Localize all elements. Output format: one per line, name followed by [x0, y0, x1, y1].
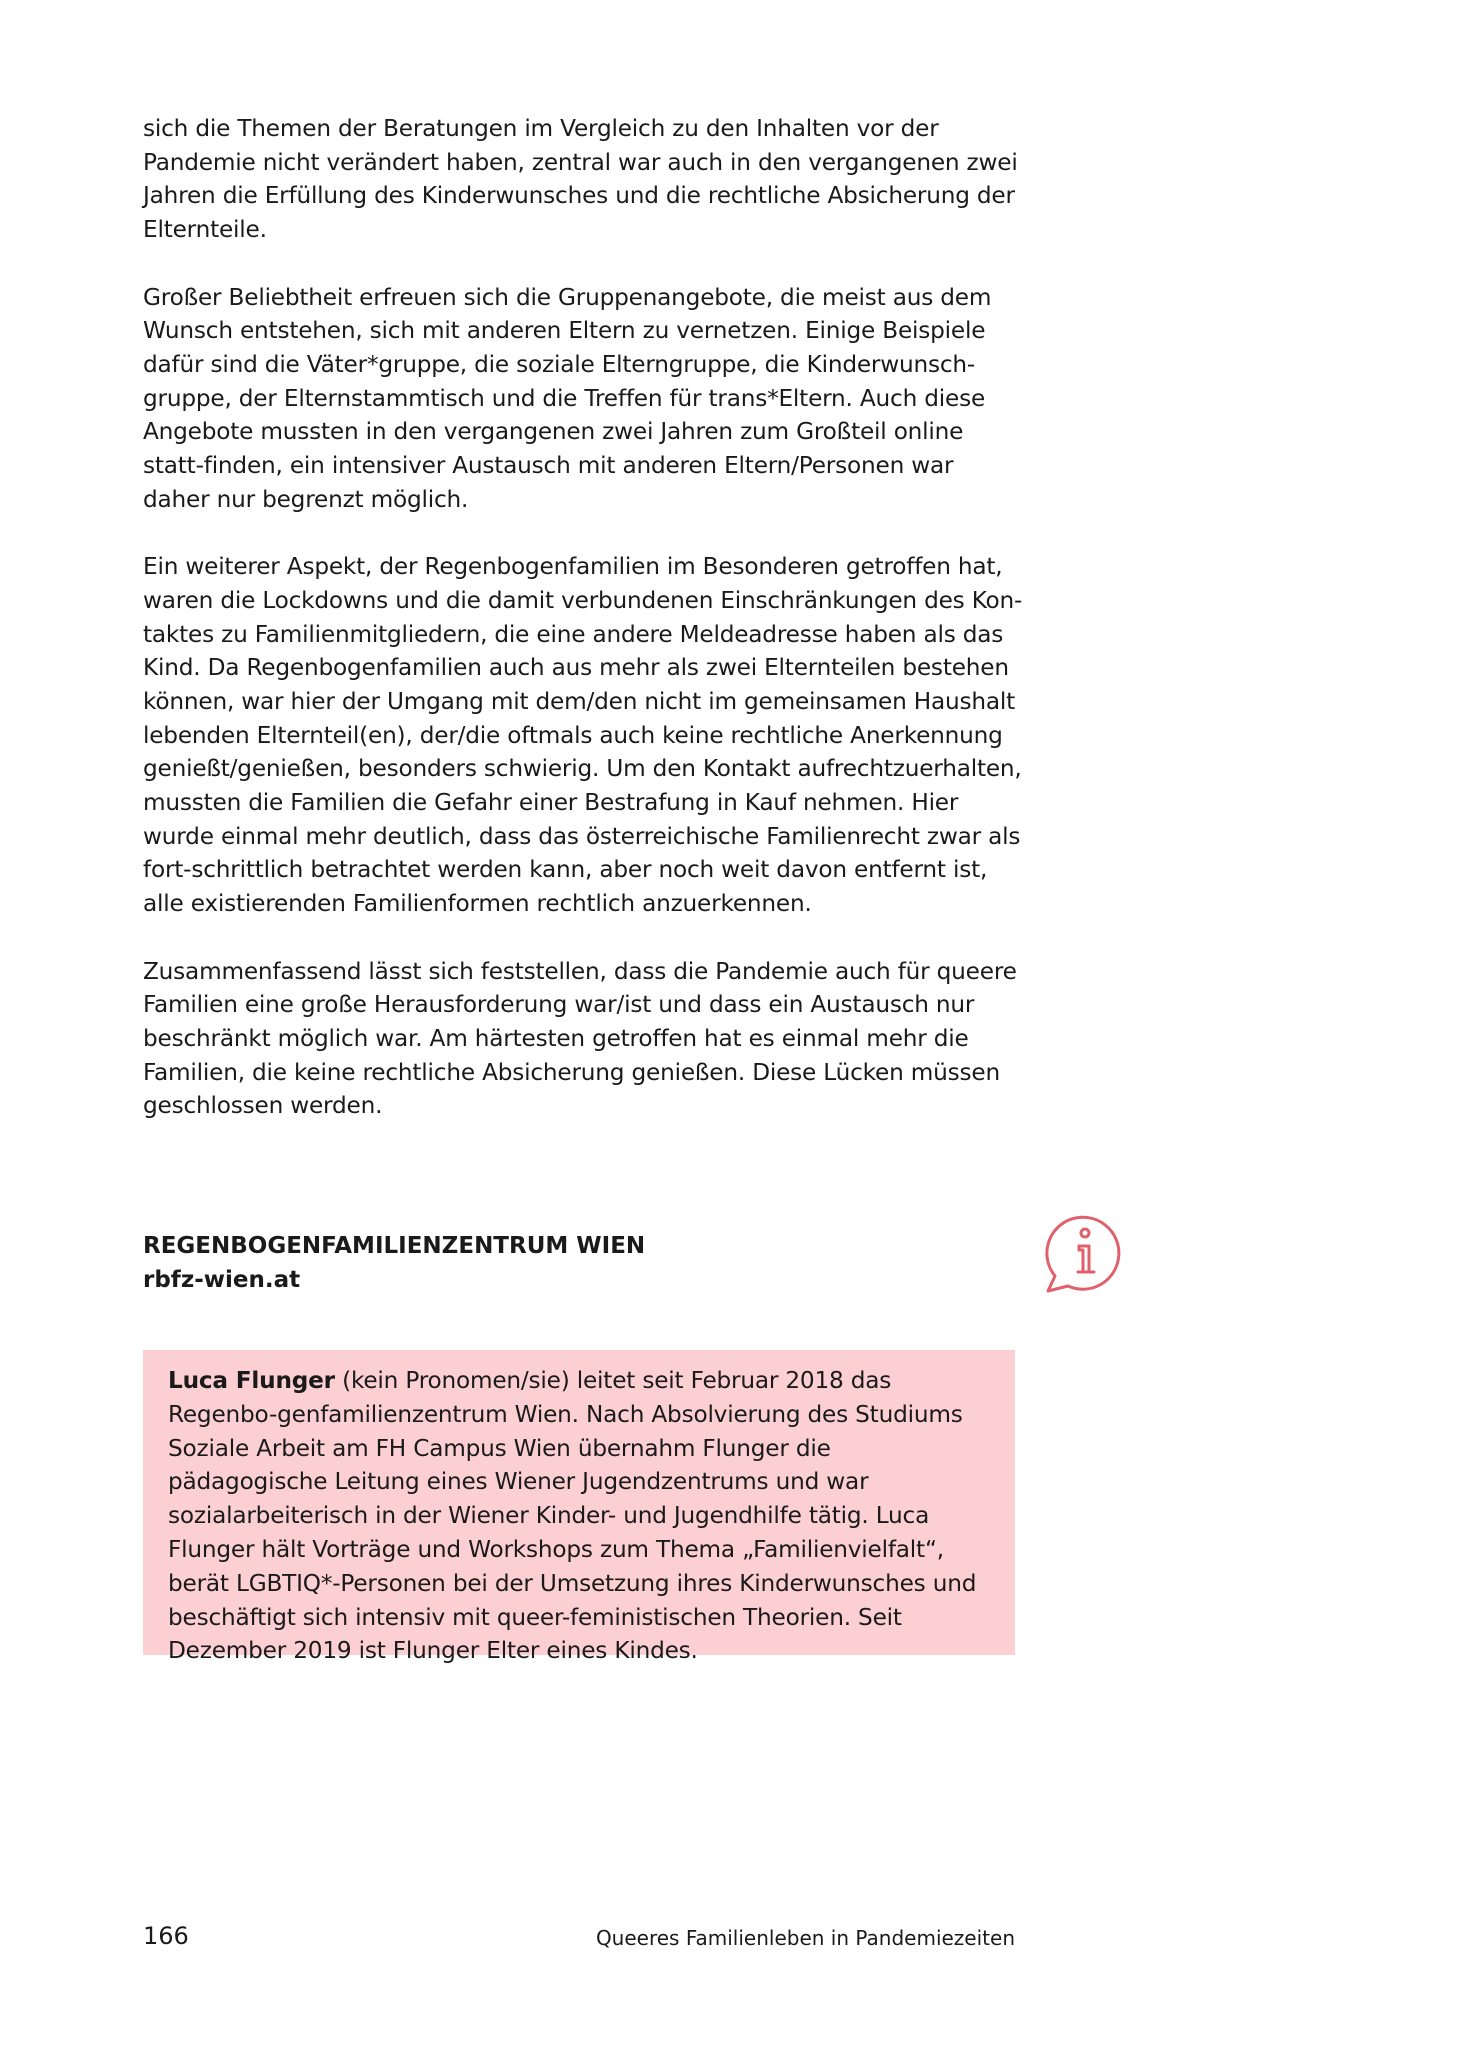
paragraph-3: Ein weiterer Aspekt, der Regenbogenfamilien im Besonderen getroffen hat, waren die Lockdowns und die damit verbundenen Einschränkungen des Kon-taktes zu Familienmitgliedern, die eine andere Meldeadresse haben als das Kind. Da Regenbogenfamilien auch aus mehr als zwei Elternteilen bestehen können, war hier der Umgang mit dem/den nicht im gemeinsamen Haushalt lebenden Elternteil(en), der/die oftmals auch keine rechtliche Anerkennung genießt/genießen, besonders schwierig. Um den Kontakt aufrechtzuerhalten, mussten die Familien die Gefahr einer Bestrafung in Kauf nehmen. Hier wurde einmal mehr deutlich, dass das österreichische Familienrecht zwar als fort-schrittlich betrachtet werden kann, aber noch weit davon entfernt ist, alle existierenden Familienformen rechtlich anzuerkennen. [143, 553, 1023, 918]
info-stem [1078, 1246, 1094, 1272]
paragraph-2: Großer Beliebtheit erfreuen sich die Gruppenangebote, die meist aus dem Wunsch entstehen, sich mit anderen Eltern zu vernetzen. Einige Beispiele dafür sind die Väter*gruppe, die soziale Elterngruppe, die Kinderwunsch-gruppe, der Elternstammtisch und die Treffen für trans*Eltern. Auch diese Angebote mussten in den vergangenen zwei Jahren zum Großteil online statt-finden, ein intensiver Austausch mit anderen Eltern/Personen war daher nur begrenzt möglich. [143, 283, 992, 513]
author-name: Luca Flunger [168, 1367, 335, 1394]
author-bio-box [143, 1350, 1015, 1665]
paragraph-1: sich die Themen der Beratungen im Vergleich zu den Inhalten vor der Pandemie nicht verändert haben, zentral war auch in den vergangenen zwei Jahren die Erfüllung des Kinderwunsches und die rechtliche Absicherung der Elternteile. [143, 115, 1018, 244]
author-bio-text: (kein Pronomen/sie) leitet seit Februar 2018 das Regenbo-genfamilienzentrum Wien. Nach Absolvierung des Studiums Soziale Arbeit am FH Campus Wien übernahm Flunger die pädagogische Leitung eines Wiener Jugendzentrums und war sozialarbeiterisch in der Wiener Kinder- und Jugendhilfe tätig. Luca Flunger hält Vorträge und Workshops zum Thema „Familienvielfalt“, berät LGBTIQ*-Personen bei der Umsetzung ihres Kinderwunsches und beschäftigt sich intensiv mit queer-feministischen Theorien. Seit Dezember 2019 ist Flunger Elter eines Kindes. [168, 1367, 977, 1665]
info-speech-bubble-icon [1042, 1210, 1128, 1296]
org-website-link[interactable]: rbfz-wien.at [143, 1267, 301, 1293]
paragraph-4: Zusammenfassend lässt sich feststellen, dass die Pandemie auch für queere Familien eine große Herausforderung war/ist und dass ein Austausch nur beschränkt möglich war. Am härtesten getroffen hat es einmal mehr die Familien, die keine rechtliche Absicherung genießen. Diese Lücken müssen geschlossen werden. [143, 957, 1017, 1120]
info-dot [1081, 1229, 1089, 1237]
main-text [143, 112, 1023, 1157]
page-number: 166 [143, 1922, 189, 1950]
org-name: REGENBOGENFAMILIENZENTRUM WIEN [143, 1233, 646, 1259]
running-footer-title: Queeres Familienleben in Pandemiezeiten [595, 1926, 1015, 1950]
info-heading [143, 1229, 1003, 1297]
